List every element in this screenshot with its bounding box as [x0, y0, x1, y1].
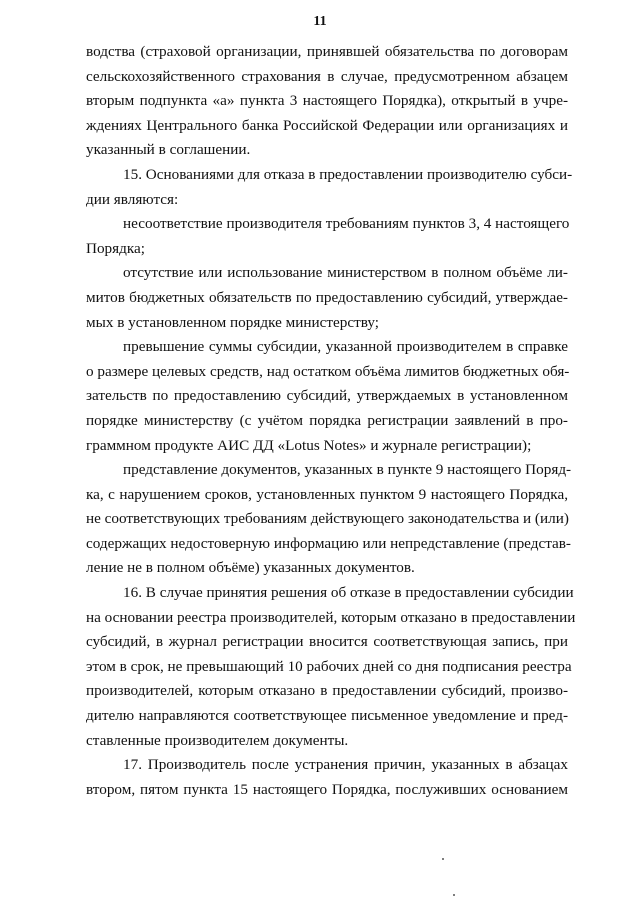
text-line: производителей, которым отказано в предоставлении субсидий, произво- — [86, 682, 568, 700]
document-body — [86, 40, 576, 802]
text-line: отсутствие или использование министерством в полном объёме ли- — [123, 264, 568, 282]
text-line: субсидий, в журнал регистрации вносится соответствующая запись, при — [86, 633, 568, 651]
scan-speck — [442, 858, 444, 860]
text-line: зательств по предоставлению субсидий, утверждаемых в установленном — [86, 387, 568, 405]
scan-speck — [453, 894, 455, 896]
text-line: ставленные производителем документы. — [86, 731, 349, 749]
text-line: на основании реестра производителей, которым отказано в предоставлении — [86, 608, 576, 626]
text-line: дителю направляются соответствующее письменное уведомление и пред- — [86, 707, 568, 725]
text-line: несоответствие производителя требованиям пунктов 3, 4 настоящего — [123, 215, 570, 233]
text-line: водства (страховой организации, принявшей обязательства по договорам — [86, 43, 568, 60]
text-line: дии являются: — [86, 190, 179, 208]
text-line: ление не в полном объёме) указанных документов. — [86, 559, 415, 577]
text-line: втором, пятом пункта 15 настоящего Порядка, послуживших основанием — [86, 780, 568, 798]
text-line: мых в установленном порядке министерству; — [86, 313, 379, 331]
text-line: ждениях Центрального банка Российской Федерации или организациях и — [86, 116, 568, 134]
text-line: митов бюджетных обязательств по предоставлению субсидий, утверждае- — [86, 288, 568, 306]
text-line: 16. В случае принятия решения об отказе в предоставлении субсидии — [123, 584, 574, 602]
text-line: порядке министерству (с учётом порядка регистрации заявлений в про- — [86, 411, 568, 429]
page-number: 11 — [313, 14, 327, 29]
text-line: содержащих недостоверную информацию или непредставление (представ- — [86, 534, 571, 552]
text-line: указанный в соглашении. — [86, 141, 251, 159]
text-line: о размере целевых средств, над остатком объёма лимитов бюджетных обя- — [86, 362, 570, 380]
text-line: этом в срок, не превышающий 10 рабочих дней со дня подписания реестра — [86, 657, 572, 675]
text-line: Порядка; — [86, 239, 145, 257]
text-line: превышение суммы субсидии, указанной производителем в справке — [123, 338, 568, 356]
text-line: 17. Производитель после устранения причин, указанных в абзацах — [123, 756, 568, 774]
text-line: сельскохозяйственного страхования в случае, предусмотренном абзацем — [86, 67, 568, 85]
text-line: 15. Основаниями для отказа в предоставлении производителю субси- — [123, 165, 573, 183]
text-line: вторым подпункта «а» пункта 3 настоящего Порядка), открытый в учре- — [86, 92, 568, 110]
text-line: не соответствующих требованиям действующего законодательства и (или) — [86, 510, 569, 528]
text-line: ка, с нарушением сроков, установленных пунктом 9 настоящего Порядка, — [86, 485, 568, 503]
text-line: представление документов, указанных в пункте 9 настоящего Поряд- — [123, 461, 572, 479]
text-line: граммном продукте АИС ДД «Lotus Notes» и журнале регистрации); — [86, 436, 532, 454]
